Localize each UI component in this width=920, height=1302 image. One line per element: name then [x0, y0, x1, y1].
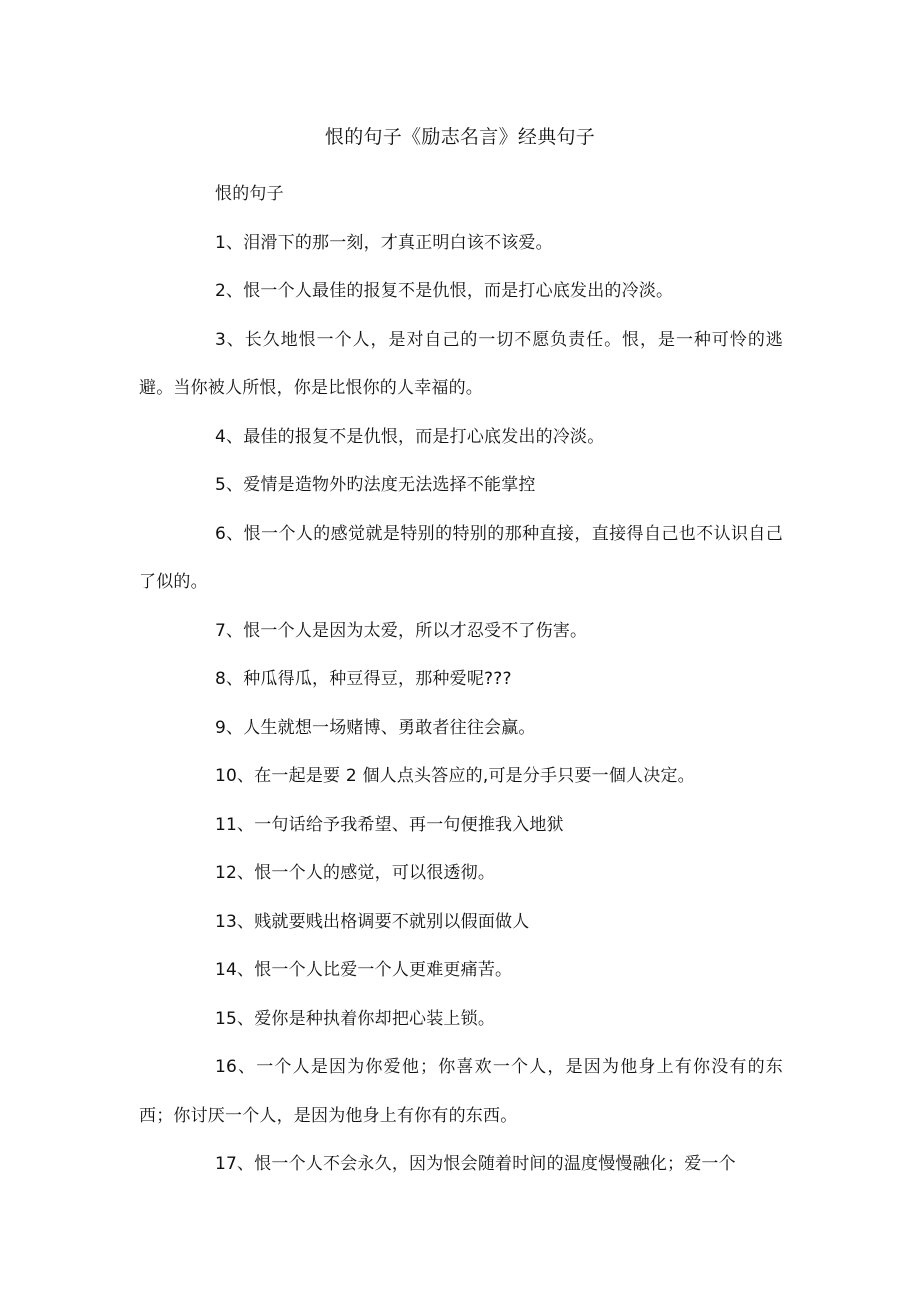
quote-4: 4、最佳的报复不是仇恨，而是打心底发出的冷淡。 — [215, 426, 605, 447]
quote-2: 2、恨一个人最佳的报复不是仇恨，而是打心底发出的冷淡。 — [215, 281, 674, 301]
section-heading: 恨的句子 — [215, 184, 284, 204]
quote-11: 11、一句话给予我希望、再一句便推我入地狱 — [215, 814, 564, 835]
quote-9: 9、人生就想一场赌博、勇敢者往往会赢。 — [215, 717, 536, 738]
quote-17: 17、恨一个人不会永久，因为恨会随着时间的温度慢慢融化；爱一个 — [215, 1154, 736, 1174]
quote-6: 6、恨一个人的感觉就是特别的特别的那种直接，直接得自己也不认识自己了似的。 — [139, 523, 783, 592]
quote-1: 1、泪滑下的那一刻，才真正明白该不该爱。 — [215, 232, 553, 253]
quote-3: 3、长久地恨一个人，是对自己的一切不愿负责任。恨，是一种可怜的逃避。当你被人所恨，你是比恨你的人幸福的。 — [139, 329, 783, 398]
quote-5: 5、爱情是造物外旳法度无法选择不能掌控 — [215, 475, 536, 495]
document-title: 恨的句子《励志名言》经典句子 — [324, 126, 596, 148]
quote-10: 10、在一起是要 2 個人点头答应的,可是分手只要一個人决定。 — [215, 766, 695, 786]
quote-14: 14、恨一个人比爱一个人更难更痛苦。 — [215, 960, 513, 980]
document-body — [139, 170, 783, 1189]
quote-15: 15、爱你是种执着你却把心装上锁。 — [215, 1008, 496, 1029]
quote-12: 12、恨一个人的感觉，可以很透彻。 — [215, 863, 496, 883]
quote-16: 16、一个人是因为你爱他；你喜欢一个人，是因为他身上有你没有的东西；你讨厌一个人，是因为他身上有你有的东西。 — [139, 1057, 783, 1126]
quote-8: 8、种瓜得瓜，种豆得豆，那种爱呢??? — [215, 669, 512, 689]
quote-7: 7、恨一个人是因为太爱，所以才忍受不了伤害。 — [215, 620, 588, 641]
quote-13: 13、贱就要贱出格调要不就别以假面做人 — [215, 911, 530, 932]
